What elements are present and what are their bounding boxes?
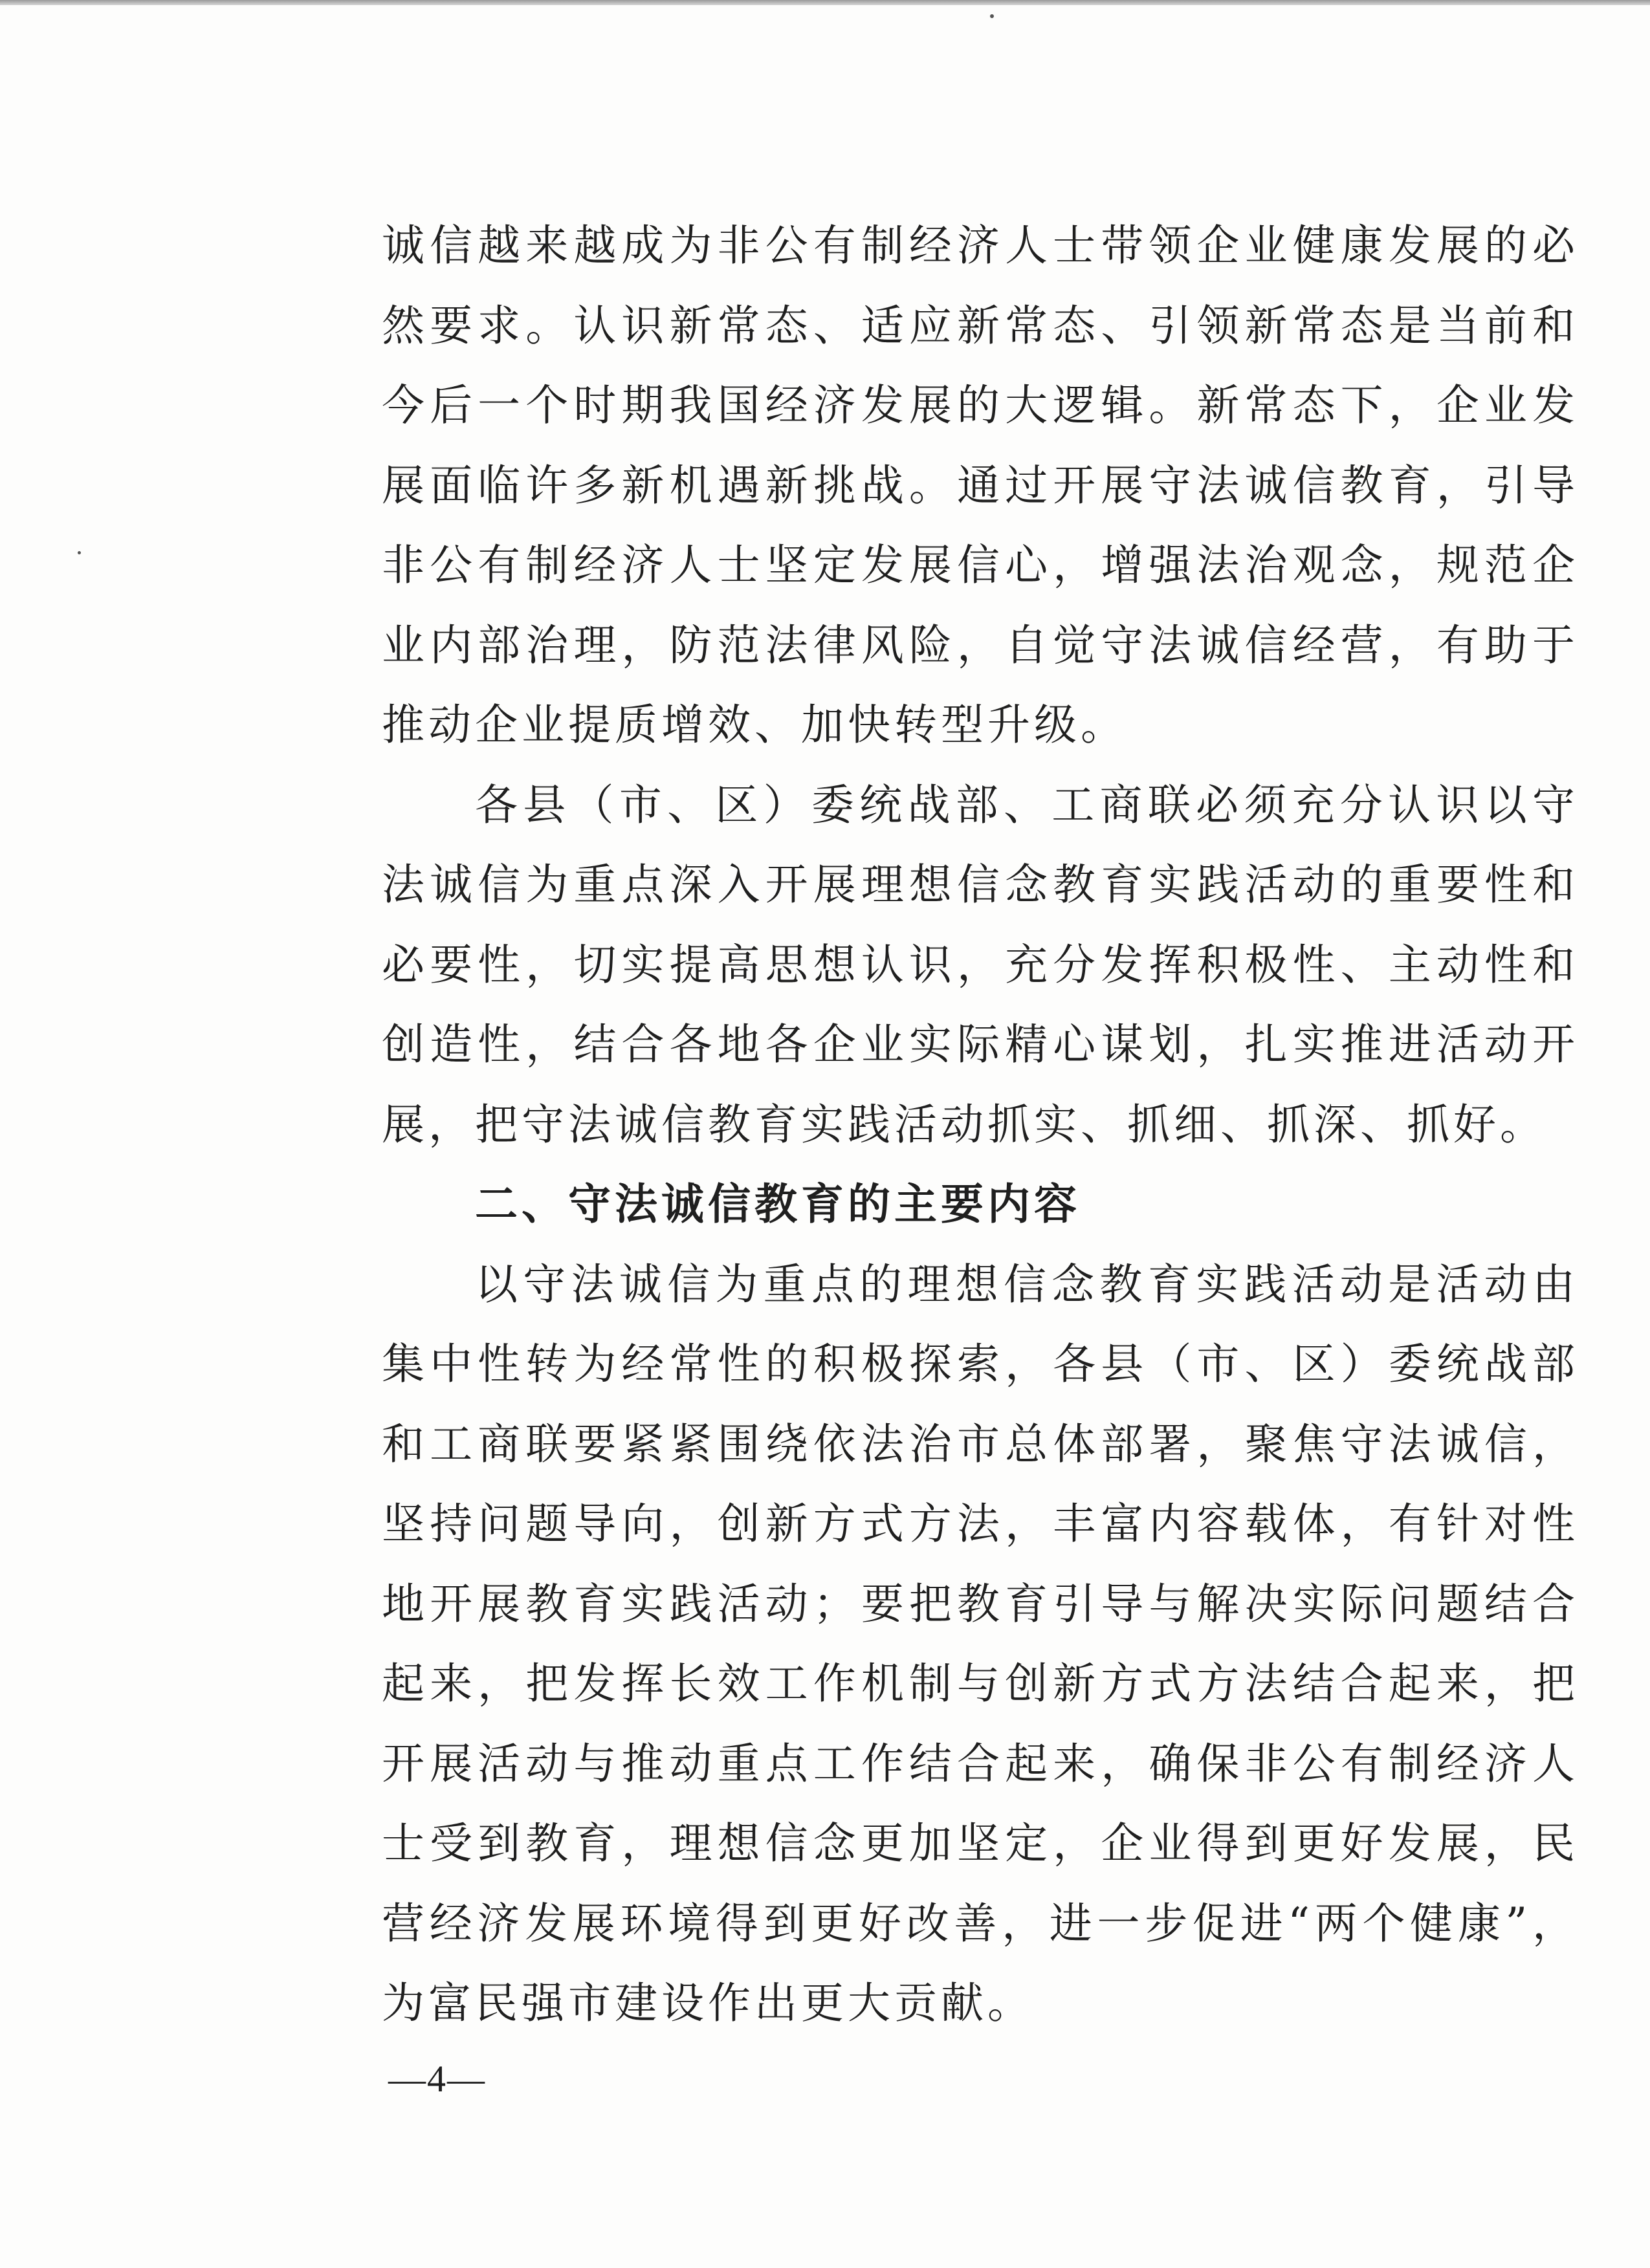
scan-speck <box>78 551 81 554</box>
paragraph-3: 以守法诚信为重点的理想信念教育实践活动是活动由集中性转为经常性的积极探索，各县（市、区）委统战部和工商联要紧紧围绕依法治市总体部署，聚焦守法诚信，坚持问题导向，创新方式方法，丰富内容载体，有针对性地开展教育实践活动；要把教育引导与解决实际问题结合起来，把发挥长效工作机制与创新方式方法结合起来，把开展活动与推动重点工作结合起来，确保非公有制经济人士受到教育，理想信念更加坚定，企业得到更好发展，民营经济发展环境得到更好改善，进一步促进“两个健康”，为富民强市建设作出更大贡献。 <box>382 1259 1579 2028</box>
document-body <box>382 206 1579 2044</box>
paragraph-2: 各县（市、区）委统战部、工商联必须充分认识以守法诚信为重点深入开展理想信念教育实践活动的重要性和必要性，切实提高思想认识，充分发挥积极性、主动性和创造性，结合各地各企业实际精心谋划，扎实推进活动开展，把守法诚信教育实践活动抓实、抓细、抓深、抓好。 <box>382 780 1579 1150</box>
paragraph-1: 诚信越来越成为非公有制经济人士带领企业健康发展的必然要求。认识新常态、适应新常态、引领新常态是当前和今后一个时期我国经济发展的大逻辑。新常态下，企业发展面临许多新机遇新挑战。通过开展守法诚信教育，引导非公有制经济人士坚定发展信心，增强法治观念，规范企业内部治理，防范法律风险，自觉守法诚信经营，有助于推动企业提质增效、加快转型升级。 <box>382 221 1579 750</box>
page-number: —4— <box>388 2058 486 2100</box>
scan-top-edge <box>0 0 1650 5</box>
scan-speck <box>990 14 994 18</box>
section-heading: 二、守法诚信教育的主要内容 <box>475 1179 1081 1229</box>
